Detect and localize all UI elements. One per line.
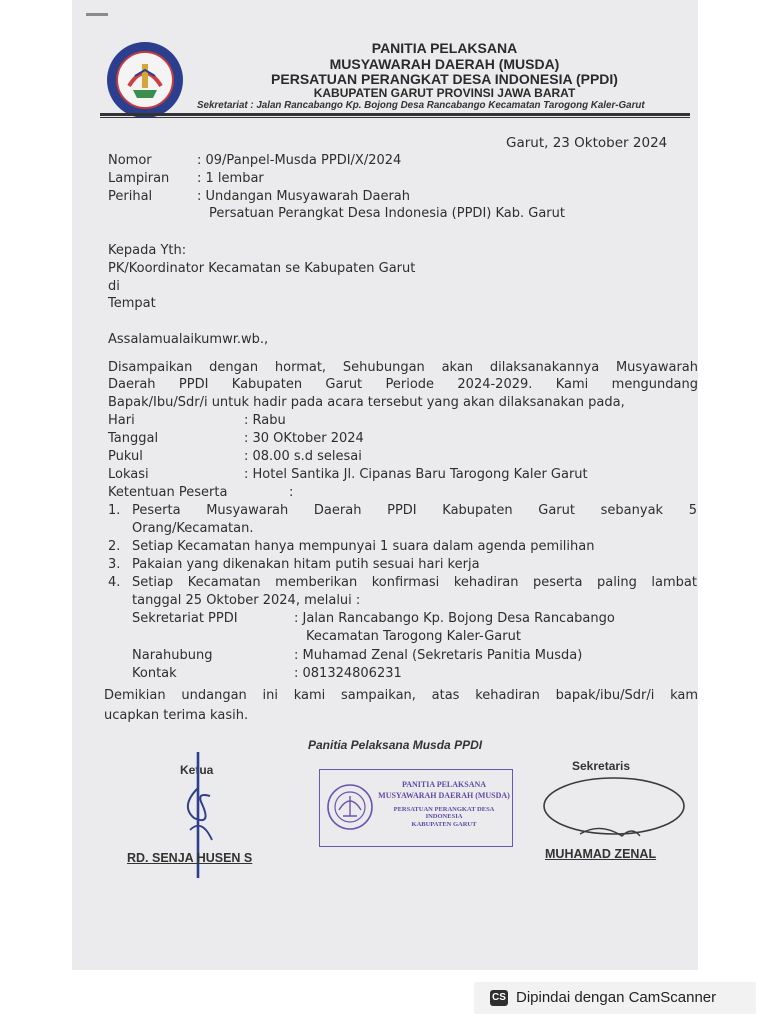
kontak-value: : 081324806231: [294, 666, 402, 681]
stamp-text: [378, 780, 510, 828]
stamp-line-1: PANITIA PELAKSANA: [401, 780, 487, 789]
hari-value: : Rabu: [244, 413, 286, 428]
addressee-di: di: [108, 279, 120, 294]
item-4-number: 4.: [108, 575, 121, 590]
pukul-value: : 08.00 s.d selesai: [244, 449, 362, 464]
lokasi-value: : Hotel Santika Jl. Cipanas Baru Tarogong Kaler Garut: [244, 467, 588, 482]
lampiran-label: Lampiran: [108, 171, 170, 186]
letter-page: [72, 0, 698, 970]
scan-edge-mark: [86, 13, 108, 16]
hari-label: Hari: [108, 413, 135, 428]
stamp-line-4: KABUPATEN GARUT: [411, 821, 477, 828]
header-event: MUSYAWARAH DAERAH (MUSDA): [329, 56, 560, 72]
addressee-heading: Kepada Yth:: [108, 243, 187, 258]
sekretariat-value: : Jalan Rancabango Kp. Bojong Desa Rancabango: [294, 611, 615, 626]
sekretariat-label: Sekretariat PPDI: [132, 611, 238, 626]
item-4-line-1: Setiap Kecamatan memberikan konfirmasi kehadiran peserta paling lambat: [132, 575, 697, 590]
item-1-number: 1.: [108, 503, 121, 518]
ketentuan-colon: :: [289, 485, 294, 500]
perihal-value: : Undangan Musyawarah Daerah: [197, 189, 411, 204]
pukul-label: Pukul: [108, 449, 143, 464]
ketua-name: RD. SENJA HUSEN S: [127, 851, 253, 865]
header-rule-thin: [100, 117, 690, 118]
tanggal-label: Tanggal: [108, 431, 159, 446]
header-committee: PANITIA PELAKSANA: [371, 40, 518, 56]
body-line-3: Bapak/Ibu/Sdr/i untuk hadir pada acara tersebut yang akan dilaksanakan pada,: [108, 395, 625, 410]
ppdi-logo: [105, 40, 185, 120]
stamp-line-2: MUSYAWARAH DAERAH (MUSDA): [378, 791, 510, 800]
camscanner-icon: CS: [490, 990, 508, 1006]
addressee-place: Tempat: [108, 296, 156, 311]
closing-line-2: ucapkan terima kasih.: [104, 708, 249, 723]
item-1-line-1: Peserta Musyawarah Daerah PPDI Kabupaten Garut sebanyak 5: [132, 503, 697, 518]
sekretaris-title: Sekretaris: [572, 759, 631, 773]
nomor-label: Nomor: [108, 153, 152, 168]
header-organization: PERSATUAN PERANGKAT DESA INDONESIA (PPDI): [271, 71, 618, 87]
item-1-line-2: Orang/Kecamatan.: [132, 521, 254, 536]
perihal-label: Perihal: [108, 189, 153, 204]
nomor-value: : 09/Panpel-Musda PPDI/X/2024: [197, 153, 402, 168]
lampiran-value: : 1 lembar: [197, 171, 264, 186]
stamp-emblem-icon: [325, 782, 375, 832]
perihal-value-cont: Persatuan Perangkat Desa Indonesia (PPDI) Kab. Garut: [209, 206, 565, 221]
addressee-recipient: PK/Koordinator Kecamatan se Kabupaten Garut: [108, 261, 416, 276]
item-4-line-2: tanggal 25 Oktober 2024, melalui :: [132, 593, 361, 608]
ketua-title: Ketua: [180, 763, 214, 777]
sekretariat-value-cont: Kecamatan Tarogong Kaler-Garut: [306, 629, 521, 644]
ketentuan-label: Ketentuan Peserta: [108, 485, 228, 500]
sekretaris-signature: [540, 774, 690, 849]
letter-date: Garut, 23 Oktober 2024: [506, 135, 668, 151]
closing-line-1: Demikian undangan ini kami sampaikan, atas kehadiran bapak/ibu/Sdr/i kam: [104, 688, 698, 703]
sekretaris-name: MUHAMAD ZENAL: [545, 847, 657, 861]
greeting: Assalamualaikumwr.wb.,: [108, 332, 269, 347]
lokasi-label: Lokasi: [108, 467, 149, 482]
header-region: KABUPATEN GARUT PROVINSI JAWA BARAT: [313, 86, 576, 100]
item-2-text: Setiap Kecamatan hanya mempunyai 1 suara dalam agenda pemilihan: [132, 539, 595, 554]
committee-label: Panitia Pelaksana Musda PPDI: [308, 738, 483, 752]
body-line-1: Disampaikan dengan hormat, Sehubungan akan dilaksanakannya Musyawarah: [108, 360, 698, 375]
kontak-label: Kontak: [132, 666, 177, 681]
narahubung-value: : Muhamad Zenal (Sekretaris Panitia Musda): [294, 648, 583, 663]
header-address: Sekretariat : Jalan Rancabango Kp. Bojong Desa Rancabango Kecamatan Tarogong Kaler-Garut: [197, 100, 645, 111]
header-rule: [100, 113, 690, 116]
item-3-number: 3.: [108, 557, 121, 572]
tanggal-value: : 30 OKtober 2024: [244, 431, 364, 446]
official-stamp: [319, 769, 513, 847]
item-3-text: Pakaian yang dikenakan hitam putih sesuai hari kerja: [132, 557, 480, 572]
item-2-number: 2.: [108, 539, 121, 554]
body-line-2: Daerah PPDI Kabupaten Garut Periode 2024-2029. Kami mengundang: [108, 377, 698, 392]
stamp-line-3: PERSATUAN PERANGKAT DESA INDONESIA: [393, 806, 495, 820]
narahubung-label: Narahubung: [132, 648, 213, 663]
camscanner-text: Dipindai dengan CamScanner: [516, 989, 717, 1006]
camscanner-badge: [474, 982, 756, 1014]
